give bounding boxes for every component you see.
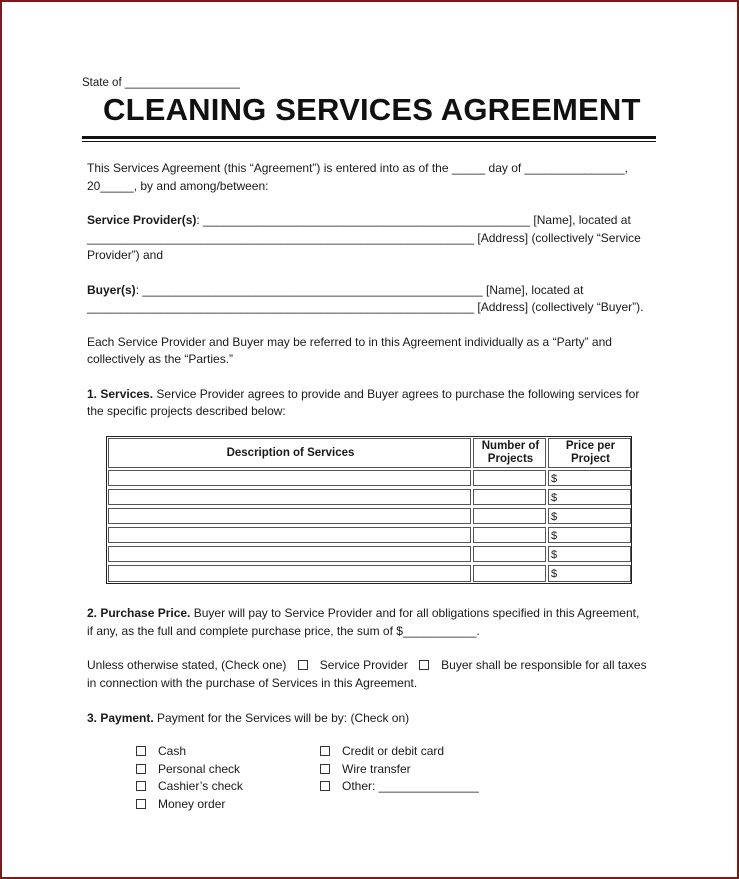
header-description: Description of Services <box>226 447 355 459</box>
payment-heading: 3. Payment. <box>87 711 154 725</box>
purchase-price-heading: 2. Purchase Price. <box>87 606 191 620</box>
purchase-price-text: Buyer will pay to Service Provider and for all obligations specified in this Agreement, <box>190 606 640 620</box>
service-provider-line-2: __________________________________________________________ [Address] (collectively “Service <box>87 231 641 245</box>
header-number-line-2: Projects <box>487 453 534 465</box>
tax-buyer-label: Buyer shall be responsible for all taxes <box>441 658 647 672</box>
service-provider-name-blank: : _________________________________________________ [Name], located at <box>196 213 631 227</box>
document-title: CLEANING SERVICES AGREEMENT <box>103 92 641 127</box>
service-provider-label: Service Provider(s) <box>87 213 197 227</box>
buyer-name-blank: : ___________________________________________________ [Name], located at <box>135 283 584 297</box>
money-order-label: Money order <box>158 797 226 811</box>
intro-line-2: 20_____, by and among/between: <box>87 179 269 193</box>
purchase-price-line-2: if any, as the full and complete purchase price, the sum of $___________. <box>87 624 480 638</box>
taxes-intro: Unless otherwise stated, (Check one) <box>87 658 287 672</box>
card-label: Credit or debit card <box>342 744 445 758</box>
parties-line-1: Each Service Provider and Buyer may be referred to in this Agreement individually as a “Party” and <box>87 335 612 349</box>
buyer-label: Buyer(s) <box>87 283 136 297</box>
cashiers-check-label: Cashier’s check <box>158 779 243 793</box>
dollar-sign: $ <box>551 568 558 580</box>
services-line-2: the specific projects described below: <box>87 404 286 418</box>
other-label: Other: _______________ <box>342 779 479 793</box>
parties-line-2: collectively as the “Parties.” <box>87 352 234 366</box>
services-text: Service Provider agrees to provide and Buyer agrees to purchase the following services for <box>153 387 640 401</box>
dollar-sign: $ <box>551 492 558 504</box>
taxes-line-2: in connection with the purchase of Services in this Agreement. <box>87 676 418 690</box>
dollar-sign: $ <box>551 511 558 523</box>
header-number-line-1: Number of <box>481 440 540 452</box>
cash-label: Cash <box>158 744 187 758</box>
tax-service-provider-label: Service Provider <box>319 658 408 672</box>
payment-text: Payment for the Services will be by: (Check on) <box>153 711 410 725</box>
services-heading: 1. Services. <box>87 387 154 401</box>
dollar-sign: $ <box>551 473 558 485</box>
header-price-line-1: Price per <box>565 440 616 452</box>
dollar-sign: $ <box>551 549 558 561</box>
intro-line-1: This Services Agreement (this “Agreement”) is entered into as of the _____ day of _______________, <box>87 161 628 175</box>
dollar-sign: $ <box>551 530 558 542</box>
state-line: State of __________________ <box>82 77 240 89</box>
personal-check-label: Personal check <box>158 762 241 776</box>
wire-label: Wire transfer <box>342 762 411 776</box>
header-price-line-2: Project <box>571 453 610 465</box>
service-provider-line-3: Provider”) and <box>87 248 164 262</box>
buyer-line-2: __________________________________________________________ [Address] (collectively “Buyer”). <box>87 300 644 314</box>
